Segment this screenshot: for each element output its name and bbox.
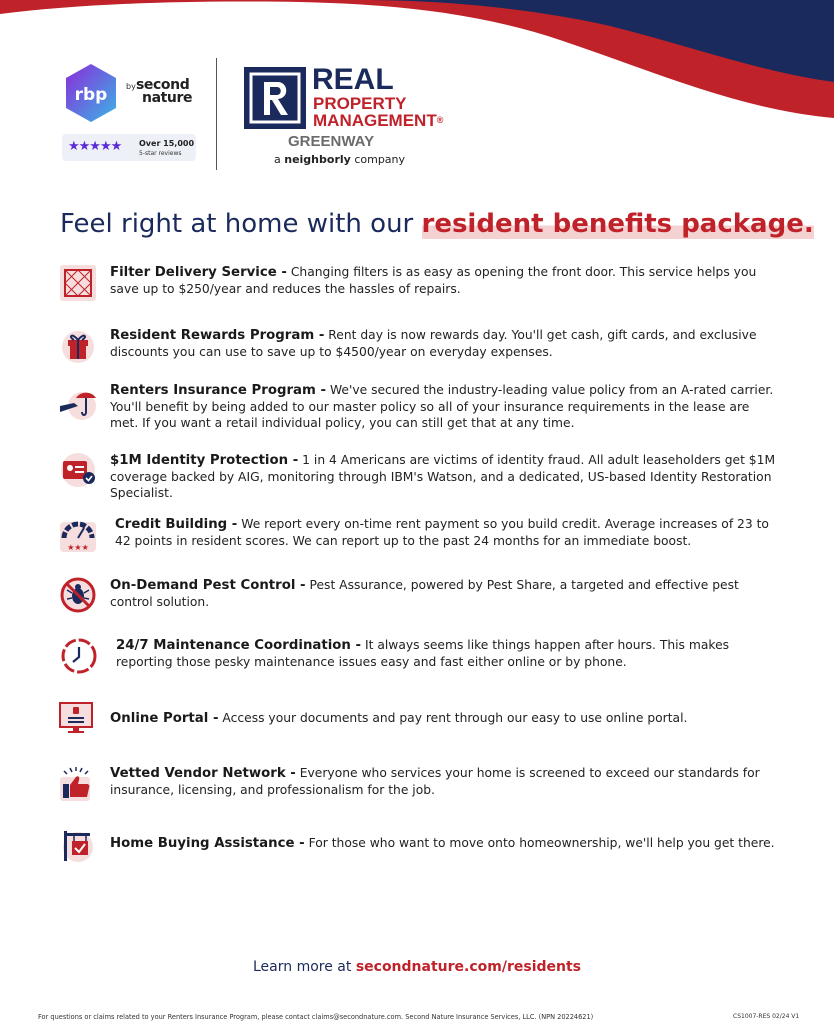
benefit-text xyxy=(110,382,778,431)
brand-line-2: nature xyxy=(142,90,193,106)
umbrella-hand-icon xyxy=(60,386,96,422)
rbp-badge-text: rbp xyxy=(74,85,108,105)
credit-gauge-icon xyxy=(60,516,96,552)
benefit-description: 1 in 4 Americans are victims of identity fraud. All adult leaseholders get $1M coverage backed by AIG, monitoring through IBM's Watson, and a dedicated, US-based Identity Restoration Specialist. xyxy=(110,453,776,500)
benefit-description: Rent day is now rewards day. You'll get cash, gift cards, and exclusive discounts you can use to save up to $4500/year on everyday expenses. xyxy=(110,328,757,359)
reviews-count: Over 15,000 xyxy=(139,139,195,148)
sale-sign-icon xyxy=(60,827,96,863)
rpm-line-management: MANAGEMENT® xyxy=(313,111,444,130)
headline-prefix: Feel right at home with our xyxy=(60,209,414,239)
learn-more-link[interactable]: secondnature.com/residents xyxy=(355,959,581,975)
benefit-text xyxy=(110,835,778,852)
headline-highlight: resident benefits package. xyxy=(421,209,814,239)
rbp-second-nature-logo xyxy=(60,62,200,132)
rbp-badge-icon xyxy=(60,62,122,124)
real-property-management-logo xyxy=(244,63,444,172)
second-nature-wordmark xyxy=(136,79,192,105)
rbp-by-text: by xyxy=(126,82,136,91)
benefit-text xyxy=(110,452,778,501)
footer-code: CS1007-RES 02/24 V1 xyxy=(733,1013,800,1020)
benefit-text xyxy=(110,264,778,297)
benefit-description: Access your documents and pay rent through our easy to use online portal. xyxy=(222,711,688,725)
benefit-description: Changing filters is as easy as opening the front door. This service helps you save up to $250/year and reduces the hassles of repairs. xyxy=(110,265,757,296)
rpm-line-real: REAL xyxy=(312,63,394,96)
benefit-text xyxy=(110,710,778,727)
star-rating-icon: ★★★★★ xyxy=(68,139,122,154)
benefit-description: We report every on-time rent payment so you build credit. Average increases of 23 to 42 points in resident scores. We can report up to the past 24 months for an immediate boost. xyxy=(115,517,769,548)
benefit-text xyxy=(115,516,783,549)
benefit-title: Filter Delivery Service - xyxy=(110,265,287,280)
benefit-title: Home Buying Assistance - xyxy=(110,836,305,851)
benefit-title: On-Demand Pest Control - xyxy=(110,578,306,593)
computer-portal-icon xyxy=(58,700,94,736)
rpm-r-icon xyxy=(244,67,306,129)
id-card-shield-icon xyxy=(60,452,96,488)
footer-disclaimer: For questions or claims related to your Renters Insurance Program, please contact claims@secondnature.com. Second Nature Insurance Services, LLC. (NPN 20224621) xyxy=(38,1013,594,1021)
benefit-title: Renters Insurance Program - xyxy=(110,383,327,398)
clock-icon xyxy=(61,638,97,674)
page-headline xyxy=(60,209,814,239)
benefit-text xyxy=(116,637,784,670)
benefit-description: It always seems like things happen after hours. This makes reporting those pesky maintenance issues easy and fast either online or by phone. xyxy=(116,638,730,669)
rpm-location: GREENWAY xyxy=(288,133,375,150)
reviews-badge xyxy=(62,134,196,161)
gift-icon xyxy=(60,327,96,363)
learn-more-prefix: Learn more at xyxy=(252,959,352,975)
logo-divider xyxy=(216,58,217,170)
neighborly-tagline: a neighborly company xyxy=(274,153,406,166)
benefit-text xyxy=(110,765,778,798)
filter-icon xyxy=(60,265,96,301)
thumbs-up-icon xyxy=(60,765,96,801)
benefit-text xyxy=(110,327,778,360)
rpm-line-property: PROPERTY xyxy=(313,94,407,113)
benefit-description: For those who want to move onto homeownership, we'll help you get there. xyxy=(308,836,775,850)
benefit-title: Resident Rewards Program - xyxy=(110,328,325,343)
svg-text:★★★: ★★★ xyxy=(67,543,89,552)
benefit-title: 24/7 Maintenance Coordination - xyxy=(116,638,362,653)
benefit-text xyxy=(110,577,778,610)
brand-line-1: second xyxy=(136,77,190,93)
reviews-label: 5-star reviews xyxy=(139,150,182,157)
no-bug-icon xyxy=(60,577,96,613)
benefit-description: Pest Assurance, powered by Pest Share, a targeted and effective pest control solution. xyxy=(110,578,739,609)
benefit-title: Vetted Vendor Network - xyxy=(110,766,296,781)
benefit-title: Credit Building - xyxy=(115,517,238,532)
benefit-description: Everyone who services your home is screened to exceed our standards for insurance, licensing, and professionalism for the job. xyxy=(110,766,760,797)
benefit-title: Online Portal - xyxy=(110,711,219,726)
benefit-title: $1M Identity Protection - xyxy=(110,453,299,468)
learn-more-line xyxy=(0,959,834,975)
benefit-description: We've secured the industry-leading value policy from an A-rated carrier. You'll benefit by being added to our master policy so all of your insurance requirements in the lease are met. If you want a retail individual policy, you can still get that at any time. xyxy=(110,383,774,430)
